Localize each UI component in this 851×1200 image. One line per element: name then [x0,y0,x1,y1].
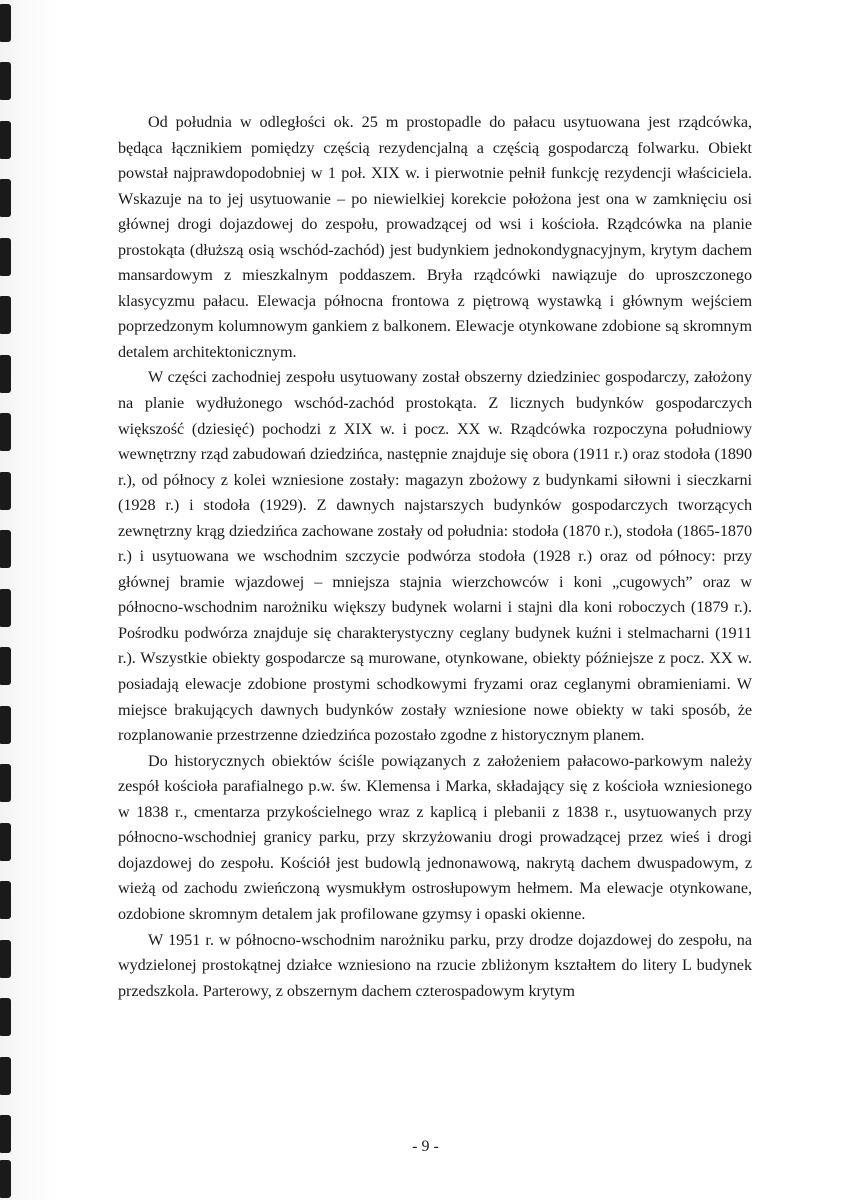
binding-hole [0,413,11,451]
binding-hole [0,296,11,334]
binding-hole [0,355,11,393]
binding-hole [0,940,11,978]
binding-hole [0,472,11,510]
paragraph-kosciol: Do historycznych obiektów ściśle powiązanych z założeniem pałacowo-parkowym należy zespół kościoła parafialnego p.w. św. Klemensa i Marka, składający się z kościoła wzniesionego w 1838 r., cmentarza przykościelnego wraz z kaplicą i plebanii z 1838 r., usytuowanych przy północno-wschodniej granicy parku, przy skrzyżowaniu drogi prowadzącej przez wieś i drogi dojazdowej do zespołu. Kościół jest budowlą jednonawową, nakrytą dachem dwuspadowym, z wieżą od zachodu zwieńczoną wysmukłym ostrosłupowym hełmem. Ma elewacje otynkowane, ozdobione skromnym detalem jak profilowane gzymsy i opaski okienne. [118,751,752,923]
page-number: - 9 - [412,1138,439,1155]
binding-hole [0,1160,11,1198]
binding-hole [0,823,11,861]
binding-hole [0,4,11,42]
paragraph-przedszkole: W 1951 r. w północno-wschodnim narożniku parku, przy drodze dojazdowej do zespołu, na wydzielonej prostokątnej działce wzniesiono na rzucie zbliżonym kształtem do litery L budynek przedszkola. Parterowy, z obszernym dachem czterospadowym krytym [118,930,752,1000]
body-text [118,110,752,1004]
paragraph-dziedziniec: W części zachodniej zespołu usytuowany został obszerny dziedziniec gospodarczy, założony na planie wydłużonego wschód-zachód prostokąta. Z licznych budynków gospodarczych większość (dziesięć) pochodzi z XIX w. i pocz. XX w. Rządcówka rozpoczyna południowy wewnętrzny rząd zabudowań dziedzińca, następnie znajduje się obora (1911 r.) oraz stodoła (1890 r.), od północy z kolei wzniesione zostały: magazyn zbożowy z budynkami siłowni i sieczkarni (1928 r.) i stodoła (1929). Z dawnych najstarszych budynków gospodarczych tworzących zewnętrzny krąg dziedzińca zachowane zostały od południa: stodoła (1870 r.), stodoła (1865-1870 r.) i usytuowana we wschodnim szczycie podwórza stodoła (1928 r.) oraz od północy: przy głównej bramie wjazdowej – mniejsza stajnia wierzchowców i koni „cugowych” oraz w północno-wschodnim narożniku większy budynek wolarni i stajni dla koni roboczych (1879 r.). Pośrodku podwórza znajduje się charakterystyczny ceglany budynek kuźni i stelmacharni (1911 r.). Wszystkie obiekty gospodarcze są murowane, otynkowane, obiekty późniejsze z pocz. XX w. posiadają elewacje zdobione prostymi schodkowymi fryzami oraz ceglanymi obramieniami. W miejsce brakujących dawnych budynków zostały wzniesione nowe obiekty w taki sposób, że rozplanowanie przestrzenne dziedzińca pozostało zgodne z historycznym planem. [118,368,752,745]
binding-holes [0,0,16,1200]
binding-hole [0,179,11,217]
binding-hole [0,238,11,276]
binding-hole [0,998,11,1036]
binding-hole [0,589,11,627]
binding-hole [0,1057,11,1095]
binding-hole [0,706,11,744]
binding-hole [0,881,11,919]
binding-hole [0,530,11,568]
binding-hole [0,647,11,685]
binding-hole [0,764,11,802]
binding-hole [0,62,11,100]
paragraph-rzadcowka: Od południa w odległości ok. 25 m prostopadle do pałacu usytuowana jest rządcówka, będąca łącznikiem pomiędzy częścią rezydencjalną a częścią gospodarczą folwarku. Obiekt powstał najprawdopodobniej w 1 poł. XIX w. i pierwotnie pełnił funkcję rezydencji właściciela. Wskazuje na to jej usytuowanie – po niewielkiej korekcie położona jest ona w zamknięciu osi głównej drogi dojazdowej do zespołu, prowadzącej od wsi i kościoła. Rządcówka na planie prostokąta (dłuższą osią wschód-zachód) jest budynkiem jednokondygnacyjnym, krytym dachem mansardowym z mieszkalnym poddaszem. Bryła rządcówki nawiązuje do uproszczonego klasycyzmu pałacu. Elewacja północna frontowa z piętrową wystawką i głównym wejściem poprzedzonym kolumnowym gankiem z balkonem. Elewacje otynkowane zdobione są skromnym detalem architektonicznym. [118,113,752,361]
binding-hole [0,121,11,159]
